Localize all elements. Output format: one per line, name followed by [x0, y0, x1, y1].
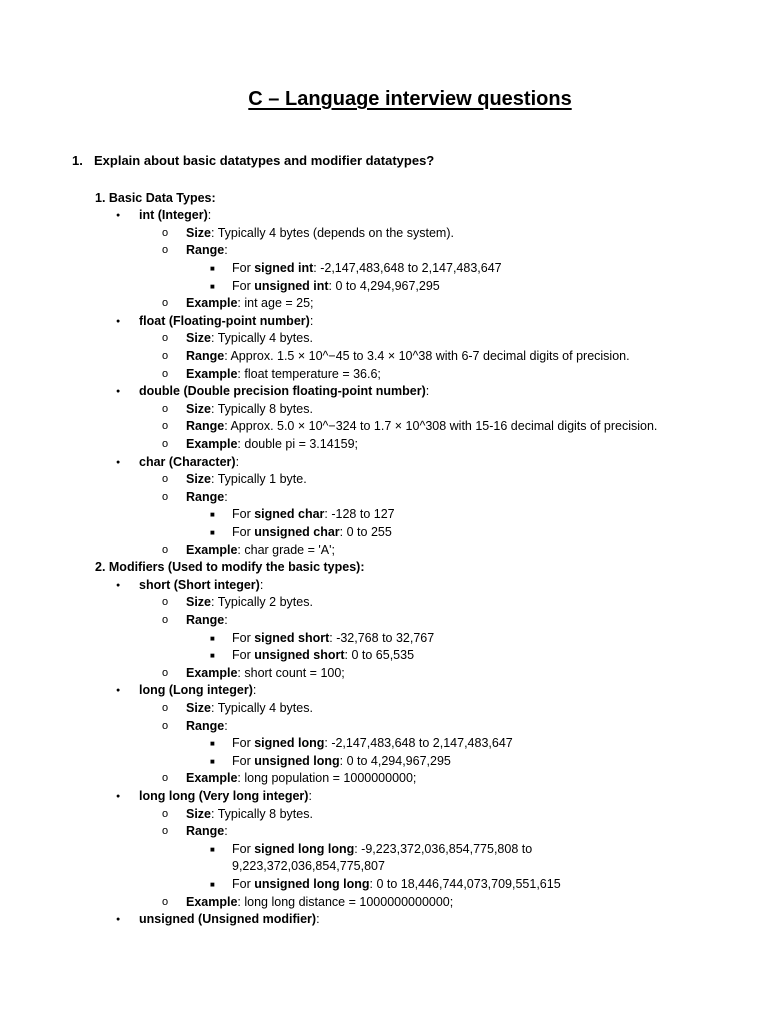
outline-line-level-4: [232, 735, 513, 753]
bullet-icon: o: [162, 490, 169, 503]
outline-line-level-3: [186, 295, 314, 313]
text: : long long distance = 1000000000000;: [237, 894, 454, 909]
outline-line-level-3: [186, 594, 313, 612]
text: For: [232, 260, 255, 275]
bullet-icon: ■: [210, 633, 215, 643]
bullet-icon: o: [162, 349, 169, 362]
bullet-icon: ●: [116, 317, 121, 325]
outline-line-level-2: [139, 454, 239, 472]
bullet-icon: ●: [116, 388, 121, 396]
outline-line-level-3: [186, 770, 416, 788]
bullet-icon: ●: [116, 212, 121, 220]
bullet-icon: o: [162, 297, 169, 310]
question-text: Explain about basic datatypes and modifier datatypes?: [94, 153, 435, 168]
bullet-icon: o: [162, 367, 169, 380]
outline-line-level-3: [186, 242, 228, 260]
bold-text: unsigned (Unsigned modifier): [139, 912, 317, 927]
bold-text: signed short: [254, 630, 330, 645]
outline-line-level-3: [186, 225, 454, 243]
bullet-icon: ■: [210, 651, 215, 661]
bullet-icon: o: [162, 613, 169, 626]
bullet-icon: o: [162, 543, 169, 556]
bullet-icon: o: [162, 420, 169, 433]
outline-line-level-4: [232, 841, 532, 859]
bullet-icon: ■: [210, 756, 215, 766]
bold-text: Range: [186, 824, 225, 839]
text: : long population = 1000000000;: [237, 771, 417, 786]
bold-text: int (Integer): [139, 208, 208, 223]
outline-line-level-2: [139, 788, 312, 806]
outline-line-level-4: [232, 506, 395, 524]
bold-text: Size: [186, 700, 212, 715]
outline-line-level-3: [186, 489, 228, 507]
text: : Approx. 1.5 × 10^−45 to 3.4 × 10^38 with 6-7 decimal digits of precision.: [224, 348, 630, 363]
text: : -2,147,483,648 to 2,147,483,647: [313, 260, 502, 275]
outline-line-level-2: [139, 383, 429, 401]
text: : 0 to 4,294,967,295: [328, 278, 440, 293]
outline-line-level-3: [186, 665, 345, 683]
bullet-icon: ■: [210, 281, 215, 291]
bullet-icon: ●: [116, 458, 121, 466]
bold-text: 2. Modifiers (Used to modify the basic types):: [95, 560, 365, 575]
outline-line-level-2: [139, 313, 313, 331]
bullet-icon: o: [162, 719, 169, 732]
bullet-icon: ■: [210, 739, 215, 749]
outline-line-level-3: [186, 401, 313, 419]
bold-text: float (Floating-point number): [139, 313, 310, 328]
bold-text: Range: [186, 419, 225, 434]
bullet-icon: o: [162, 807, 169, 820]
bold-text: Example: [186, 894, 238, 909]
outline-line-level-1: [95, 190, 216, 208]
text: 9,223,372,036,854,775,807: [232, 859, 385, 874]
text: :: [207, 208, 212, 223]
text: : Typically 8 bytes.: [211, 401, 313, 416]
bold-text: 1. Basic Data Types:: [95, 190, 216, 205]
outline-line-level-4: [232, 647, 414, 665]
bullet-icon: ●: [116, 581, 121, 589]
text: For: [232, 753, 255, 768]
page-title: C – Language interview questions: [248, 88, 572, 110]
text: For: [232, 524, 255, 539]
text: :: [316, 912, 320, 927]
outline-line-level-3: [186, 542, 335, 560]
text: : Typically 1 byte.: [211, 472, 307, 487]
bullet-icon: ■: [210, 879, 215, 889]
bold-text: Size: [186, 225, 212, 240]
bold-text: unsigned char: [254, 524, 340, 539]
outline-line-level-4: [232, 278, 440, 296]
text: : -2,147,483,648 to 2,147,483,647: [324, 736, 513, 751]
text: :: [224, 612, 228, 627]
bold-text: Range: [186, 348, 225, 363]
bullet-icon: o: [162, 473, 169, 486]
outline-line-level-3: [186, 823, 228, 841]
bold-text: unsigned long long: [254, 876, 370, 891]
text: :: [308, 788, 312, 803]
bold-text: char (Character): [139, 454, 236, 469]
text: : -9,223,372,036,854,775,808 to: [354, 841, 533, 856]
outline-line-level-2: [139, 577, 263, 595]
text: :: [259, 577, 264, 592]
question-number: 1.: [72, 153, 83, 168]
text: : -32,768 to 32,767: [329, 630, 435, 645]
outline-line-level-4: [232, 524, 392, 542]
bullet-icon: ■: [210, 527, 215, 537]
text: For: [232, 630, 255, 645]
text: : char grade = 'A';: [237, 542, 335, 557]
bullet-icon: ■: [210, 263, 215, 273]
text: : float temperature = 36.6;: [237, 366, 381, 381]
bold-text: Range: [186, 718, 225, 733]
bold-text: Range: [186, 243, 225, 258]
outline-line-level-3: [186, 894, 453, 912]
bold-text: Example: [186, 665, 238, 680]
outline-line-level-4: [232, 260, 502, 278]
text: : double pi = 3.14159;: [237, 436, 359, 451]
bold-text: Size: [186, 595, 212, 610]
bullet-icon: o: [162, 332, 169, 345]
outline-line-level-3: [186, 418, 657, 436]
bold-text: Example: [186, 542, 238, 557]
bullet-icon: ●: [116, 687, 121, 695]
bullet-icon: o: [162, 895, 169, 908]
text: : 0 to 4,294,967,295: [339, 753, 451, 768]
outline-line-level-3: [186, 718, 228, 736]
outline-line-level-3: [186, 612, 228, 630]
bold-text: Range: [186, 489, 225, 504]
bold-text: Size: [186, 472, 212, 487]
text: : 0 to 65,535: [344, 648, 415, 663]
text: For: [232, 278, 255, 293]
bullet-icon: o: [162, 825, 169, 838]
text: :: [224, 489, 228, 504]
bullet-icon: ■: [210, 844, 215, 854]
text: :: [224, 824, 228, 839]
outline-line-level-3: [186, 436, 358, 454]
bold-text: Example: [186, 366, 238, 381]
text: For: [232, 876, 255, 891]
text: For: [232, 648, 255, 663]
outline-line-level-4: [232, 753, 451, 771]
outline-line-level-3: [186, 330, 313, 348]
text: For: [232, 507, 255, 522]
bold-text: unsigned long: [254, 753, 340, 768]
text: : Typically 4 bytes (depends on the system).: [211, 225, 454, 240]
text: : Typically 4 bytes.: [211, 700, 313, 715]
text: :: [252, 683, 257, 698]
bold-text: Size: [186, 331, 212, 346]
question-heading: [72, 153, 434, 168]
bullet-icon: ●: [116, 792, 121, 800]
bold-text: Range: [186, 612, 225, 627]
outline-line-level-4: [232, 630, 434, 648]
outline-line-level-2: [139, 207, 211, 225]
outline-line-level-3: [186, 700, 313, 718]
bold-text: signed char: [254, 507, 325, 522]
text: : Approx. 5.0 × 10^−324 to 1.7 × 10^308 with 15-16 decimal digits of precision.: [224, 419, 658, 434]
bullet-icon: o: [162, 402, 169, 415]
text: : Typically 2 bytes.: [211, 595, 313, 610]
bullet-icon: o: [162, 772, 169, 785]
bullet-icon: ■: [210, 510, 215, 520]
bullet-icon: o: [162, 701, 169, 714]
text: : -128 to 127: [324, 507, 395, 522]
bullet-icon: o: [162, 437, 169, 450]
bold-text: short (Short integer): [139, 577, 260, 592]
outline-line-level-1: [95, 559, 365, 577]
bold-text: unsigned int: [254, 278, 329, 293]
bold-text: double (Double precision floating-point number): [139, 384, 426, 399]
outline-line-level-4: [232, 858, 385, 876]
bullet-icon: o: [162, 244, 169, 257]
text: : int age = 25;: [237, 296, 314, 311]
bold-text: signed long: [254, 736, 325, 751]
text: : 0 to 255: [339, 524, 392, 539]
bold-text: signed int: [254, 260, 314, 275]
bold-text: Example: [186, 436, 238, 451]
bold-text: Example: [186, 296, 238, 311]
outline-line-level-3: [186, 806, 313, 824]
bullet-icon: o: [162, 226, 169, 239]
text: :: [425, 384, 430, 399]
text: : 0 to 18,446,744,073,709,551,615: [369, 876, 561, 891]
bold-text: long (Long integer): [139, 683, 253, 698]
bullet-icon: o: [162, 596, 169, 609]
outline-line-level-3: [186, 348, 630, 366]
text: : short count = 100;: [237, 665, 345, 680]
outline-line-level-4: [232, 876, 561, 894]
outline-line-level-3: [186, 471, 307, 489]
bullet-icon: o: [162, 666, 169, 679]
text: For: [232, 736, 255, 751]
text: :: [224, 718, 228, 733]
bold-text: Size: [186, 401, 212, 416]
bold-text: unsigned short: [254, 648, 345, 663]
bold-text: Size: [186, 806, 212, 821]
text: :: [309, 313, 314, 328]
outline-line-level-3: [186, 366, 381, 384]
text: : Typically 4 bytes.: [211, 331, 313, 346]
bold-text: long long (Very long integer): [139, 788, 309, 803]
bold-text: Example: [186, 771, 238, 786]
text: : Typically 8 bytes.: [211, 806, 313, 821]
text: For: [232, 841, 255, 856]
text: :: [224, 243, 228, 258]
bullet-icon: ●: [116, 916, 121, 924]
bold-text: signed long long: [254, 841, 355, 856]
outline-line-level-2: [139, 682, 256, 700]
outline-line-level-2: [139, 911, 320, 929]
text: :: [235, 454, 240, 469]
